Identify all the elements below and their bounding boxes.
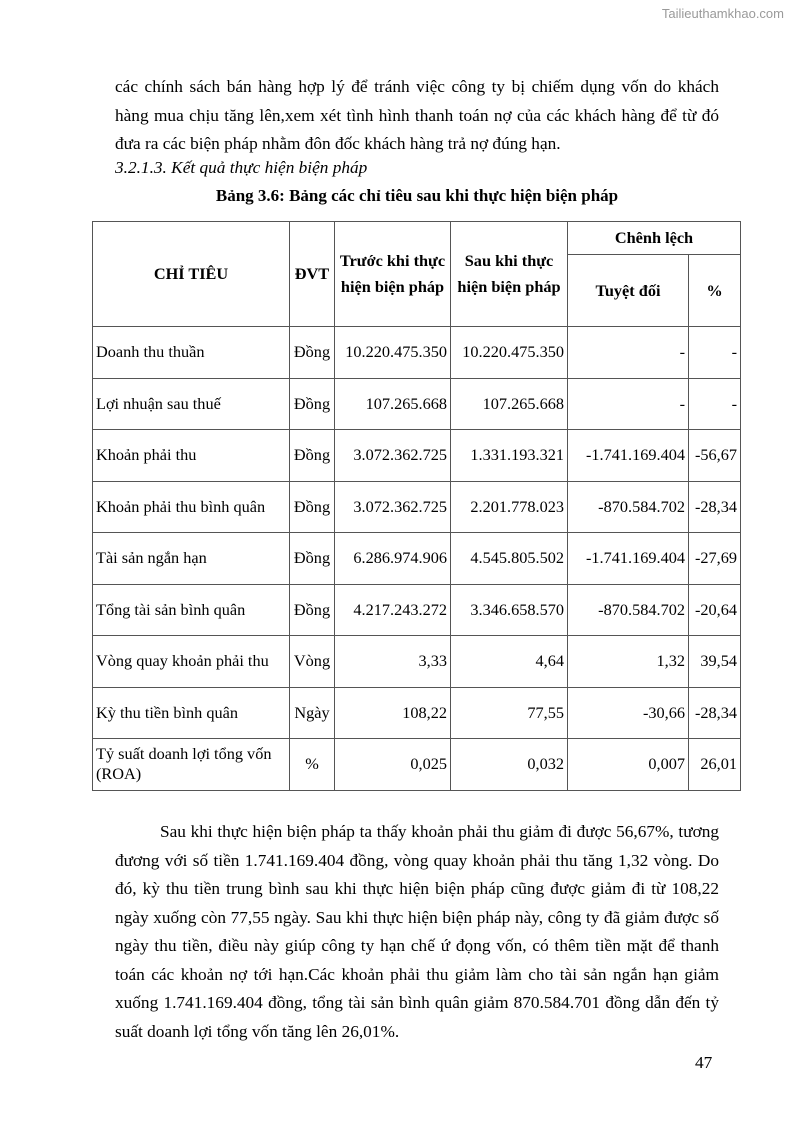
table-row: [93, 327, 741, 379]
header-unit: ĐVT: [290, 222, 335, 327]
table-body: [93, 327, 741, 791]
table-row: [93, 636, 741, 688]
row-after-cell: 4,64: [451, 636, 568, 688]
row-percent-cell: 39,54: [689, 636, 741, 688]
row-unit-cell: Vòng: [290, 636, 335, 688]
row-percent-cell: -27,69: [689, 533, 741, 585]
table-row: [93, 481, 741, 533]
row-unit-cell: Ngày: [290, 687, 335, 739]
row-indicator-cell: Tài sản ngắn hạn: [93, 533, 290, 585]
intro-paragraph: các chính sách bán hàng hợp lý để tránh việc công ty bị chiếm dụng vốn do khách hàng mua chịu tăng lên,xem xét tình hình thanh toán nợ của các khách hàng để từ đó đưa ra các biện pháp nhằm đôn đốc khách hàng trả nợ đúng hạn.: [115, 77, 719, 153]
row-unit-cell: Đồng: [290, 584, 335, 636]
row-indicator-cell: Khoản phải thu: [93, 430, 290, 482]
table-row: [93, 533, 741, 585]
row-after-cell: 1.331.193.321: [451, 430, 568, 482]
header-absolute: Tuyệt đối: [568, 255, 689, 327]
row-before-cell: 10.220.475.350: [335, 327, 451, 379]
row-percent-cell: -20,64: [689, 584, 741, 636]
row-after-cell: 4.545.805.502: [451, 533, 568, 585]
row-percent-cell: -28,34: [689, 687, 741, 739]
row-indicator-cell: Vòng quay khoản phải thu: [93, 636, 290, 688]
row-percent-cell: 26,01: [689, 739, 741, 791]
row-percent-cell: -: [689, 378, 741, 430]
header-before: Trước khi thực hiện biện pháp: [335, 222, 451, 327]
row-absolute-cell: -: [568, 378, 689, 430]
row-unit-cell: Đồng: [290, 327, 335, 379]
table-row: [93, 687, 741, 739]
row-after-cell: 10.220.475.350: [451, 327, 568, 379]
row-percent-cell: -: [689, 327, 741, 379]
row-unit-cell: Đồng: [290, 481, 335, 533]
row-before-cell: 107.265.668: [335, 378, 451, 430]
row-after-cell: 77,55: [451, 687, 568, 739]
row-before-cell: 108,22: [335, 687, 451, 739]
row-indicator-cell: Tổng tài sản bình quân: [93, 584, 290, 636]
row-percent-cell: -56,67: [689, 430, 741, 482]
row-absolute-cell: 0,007: [568, 739, 689, 791]
row-absolute-cell: -870.584.702: [568, 481, 689, 533]
row-absolute-cell: -870.584.702: [568, 584, 689, 636]
row-after-cell: 107.265.668: [451, 378, 568, 430]
header-after: Sau khi thực hiện biện pháp: [451, 222, 568, 327]
table-caption: Bảng 3.6: Bảng các chỉ tiêu sau khi thực hiện biện pháp: [215, 186, 619, 205]
row-before-cell: 4.217.243.272: [335, 584, 451, 636]
row-unit-cell: Đồng: [290, 430, 335, 482]
row-percent-cell: -28,34: [689, 481, 741, 533]
row-after-cell: 0,032: [451, 739, 568, 791]
row-before-cell: 6.286.974.906: [335, 533, 451, 585]
watermark-text: Tailieuthamkhao.com: [661, 6, 784, 21]
row-absolute-cell: -1.741.169.404: [568, 533, 689, 585]
row-absolute-cell: -1.741.169.404: [568, 430, 689, 482]
page-number: 47: [695, 1053, 713, 1072]
header-indicator: CHỈ TIÊU: [93, 222, 290, 327]
header-difference: Chênh lệch: [568, 222, 741, 255]
row-after-cell: 3.346.658.570: [451, 584, 568, 636]
row-absolute-cell: -30,66: [568, 687, 689, 739]
table-row: [93, 584, 741, 636]
row-unit-cell: Đồng: [290, 533, 335, 585]
header-percent: %: [689, 255, 741, 327]
indicators-table: [92, 221, 741, 791]
row-absolute-cell: 1,32: [568, 636, 689, 688]
row-indicator-cell: Tỷ suất doanh lợi tổng vốn (ROA): [93, 739, 290, 791]
row-indicator-cell: Kỳ thu tiền bình quân: [93, 687, 290, 739]
row-unit-cell: Đồng: [290, 378, 335, 430]
table-row: [93, 430, 741, 482]
row-after-cell: 2.201.778.023: [451, 481, 568, 533]
row-indicator-cell: Lợi nhuận sau thuế: [93, 378, 290, 430]
row-before-cell: 3.072.362.725: [335, 481, 451, 533]
row-before-cell: 3.072.362.725: [335, 430, 451, 482]
row-indicator-cell: Doanh thu thuần: [93, 327, 290, 379]
row-indicator-cell: Khoản phải thu bình quân: [93, 481, 290, 533]
conclusion-paragraph: Sau khi thực hiện biện pháp ta thấy khoản phải thu giảm đi được 56,67%, tương đương với số tiền 1.741.169.404 đồng, vòng quay khoản phải thu tăng 1,32 vòng. Do đó, kỳ thu tiền trung bình sau khi thực hiện biện pháp cũng được giảm đi từ 108,22 ngày xuống còn 77,55 ngày. Sau khi thực hiện biện pháp này, công ty đã giảm được số ngày thu tiền, điều này giúp công ty hạn chế ứ đọng vốn, có thêm tiền mặt để thanh toán các khoản nợ tới hạn.Các khoản phải thu giảm làm cho tài sản ngắn hạn giảm xuống 1.741.169.404 đồng, tổng tài sản bình quân giảm 870.584.701 đồng dẫn đến tỷ suất doanh lợi tổng vốn tăng lên 26,01%.: [115, 822, 719, 1041]
table-row: [93, 378, 741, 430]
table-row: [93, 739, 741, 791]
table-header-row: [93, 222, 741, 255]
row-before-cell: 0,025: [335, 739, 451, 791]
section-subheading: 3.2.1.3. Kết quả thực hiện biện pháp: [115, 158, 368, 177]
row-unit-cell: %: [290, 739, 335, 791]
row-before-cell: 3,33: [335, 636, 451, 688]
row-absolute-cell: -: [568, 327, 689, 379]
